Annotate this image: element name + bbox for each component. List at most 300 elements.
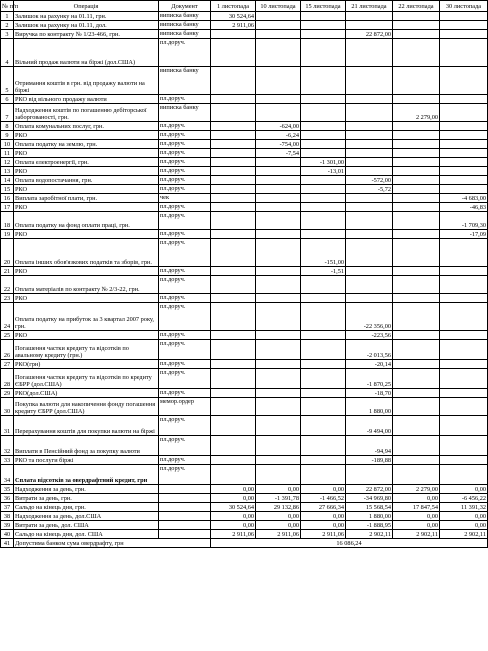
value-cell (393, 194, 440, 203)
value-cell (256, 331, 301, 340)
value-cell (301, 369, 346, 389)
table-row (1, 303, 488, 331)
operation-cell: РКО (14, 149, 159, 158)
value-cell: 2 911,06 (256, 530, 301, 539)
value-cell (440, 104, 488, 122)
value-cell (393, 369, 440, 389)
value-cell (211, 140, 256, 149)
value-cell (393, 176, 440, 185)
value-cell (211, 436, 256, 456)
value-cell (393, 267, 440, 276)
value-cell (440, 140, 488, 149)
value-cell (256, 176, 301, 185)
value-cell (256, 239, 301, 267)
row-number: 30 (1, 398, 14, 416)
table-row (1, 131, 488, 140)
document-cell: пл.доруч. (159, 276, 211, 294)
row-number: 23 (1, 294, 14, 303)
value-cell: 2 911,06 (301, 530, 346, 539)
value-cell (440, 21, 488, 30)
document-cell: пл.доруч. (159, 267, 211, 276)
table-row (1, 398, 488, 416)
value-cell: -9 494,00 (346, 416, 393, 436)
value-cell: -34 969,80 (346, 494, 393, 503)
row-number: 13 (1, 167, 14, 176)
value-cell (393, 360, 440, 369)
value-cell (256, 389, 301, 398)
header-cell: 10 листопада (256, 1, 301, 12)
value-cell (256, 194, 301, 203)
value-cell (393, 95, 440, 104)
value-cell (256, 158, 301, 167)
value-cell: -6 456,22 (440, 494, 488, 503)
value-cell (211, 389, 256, 398)
value-cell (211, 131, 256, 140)
row-number: 4 (1, 39, 14, 67)
value-cell (440, 416, 488, 436)
table-row (1, 494, 488, 503)
table-row (1, 95, 488, 104)
operation-cell: Витрати за день, грн. (14, 494, 159, 503)
value-cell (301, 122, 346, 131)
row-number: 2 (1, 21, 14, 30)
row-number: 11 (1, 149, 14, 158)
value-cell (301, 194, 346, 203)
row-number: 28 (1, 369, 14, 389)
document-cell: пл.доруч. (159, 149, 211, 158)
value-cell: -1 709,30 (440, 212, 488, 230)
value-cell (393, 140, 440, 149)
operation-cell: Залишок на рахунку на 01.11, грн. (14, 12, 159, 21)
value-cell: -13,01 (301, 167, 346, 176)
row-number: 24 (1, 303, 14, 331)
value-cell (256, 30, 301, 39)
value-cell (256, 369, 301, 389)
value-cell: 0,00 (211, 521, 256, 530)
value-cell (440, 436, 488, 456)
value-cell (256, 203, 301, 212)
table-row (1, 230, 488, 239)
value-cell (256, 39, 301, 67)
value-cell: -572,00 (346, 176, 393, 185)
value-cell (393, 436, 440, 456)
document-cell: пл.доруч. (159, 230, 211, 239)
operation-cell: РКО (14, 167, 159, 176)
value-cell (301, 276, 346, 294)
table-row (1, 140, 488, 149)
value-cell (256, 95, 301, 104)
value-cell (301, 95, 346, 104)
table-row (1, 267, 488, 276)
value-cell (301, 456, 346, 465)
operation-cell: Виручка по контракту № 1/23-466, грн. (14, 30, 159, 39)
operation-cell: Оплата електроенергії, грн. (14, 158, 159, 167)
value-cell: -1 391,78 (256, 494, 301, 503)
value-cell (393, 39, 440, 67)
value-cell (211, 149, 256, 158)
value-cell (346, 149, 393, 158)
value-cell (301, 331, 346, 340)
row-number: 9 (1, 131, 14, 140)
value-cell (393, 465, 440, 485)
value-cell (256, 360, 301, 369)
value-cell (440, 331, 488, 340)
value-cell (211, 294, 256, 303)
value-cell (256, 398, 301, 416)
row-number: 40 (1, 530, 14, 539)
value-cell (211, 456, 256, 465)
table-row (1, 465, 488, 485)
document-cell: пл.доруч. (159, 131, 211, 140)
value-cell (440, 185, 488, 194)
value-cell (211, 360, 256, 369)
value-cell (211, 212, 256, 230)
operation-cell: Залишок на рахунку на 01.11, дол. (14, 21, 159, 30)
document-cell: пл.доруч. (159, 167, 211, 176)
value-cell: -20,14 (346, 360, 393, 369)
document-cell: пл.доруч. (159, 212, 211, 230)
value-cell: 0,00 (301, 521, 346, 530)
value-cell (346, 131, 393, 140)
table-row (1, 203, 488, 212)
value-cell (211, 340, 256, 360)
value-cell (346, 203, 393, 212)
value-cell: 2 902,11 (346, 530, 393, 539)
operation-cell: Погашення частки кредиту та відсотків по кредиту ЄБРР (дол.США) (14, 369, 159, 389)
value-cell: 2 902,11 (393, 530, 440, 539)
document-cell: пл.доруч. (159, 239, 211, 267)
value-cell (393, 131, 440, 140)
value-cell (301, 398, 346, 416)
table-row (1, 360, 488, 369)
operation-cell: Надходження за день, дол.США (14, 512, 159, 521)
value-cell (440, 340, 488, 360)
row-number: 32 (1, 436, 14, 456)
value-cell: 0,00 (393, 512, 440, 521)
value-cell (393, 30, 440, 39)
value-cell (346, 465, 393, 485)
row-number: 6 (1, 95, 14, 104)
operation-cell: Оплата інших обов'язкових податків та зборів, грн. (14, 239, 159, 267)
row-number: 27 (1, 360, 14, 369)
operation-cell: Допустима банком сума овердрафту, грн (14, 539, 211, 548)
value-cell (393, 303, 440, 331)
value-cell (346, 12, 393, 21)
value-cell (440, 95, 488, 104)
value-cell (393, 203, 440, 212)
operation-cell: Отримання коштів в грн. від продажу валюти на біржі (14, 67, 159, 95)
value-cell (440, 294, 488, 303)
operation-cell: Надходження коштів по погашенню дебіторської заборгованості, грн. (14, 104, 159, 122)
value-cell: 0,00 (440, 512, 488, 521)
value-cell (393, 239, 440, 267)
document-cell: пл.доруч. (159, 416, 211, 436)
value-cell: 2 279,00 (393, 485, 440, 494)
value-cell: -22 356,00 (346, 303, 393, 331)
value-cell (346, 276, 393, 294)
operation-cell: Оплата податку на прибуток за 3 квартал 2007 року, грн. (14, 303, 159, 331)
value-cell: 0,00 (211, 512, 256, 521)
operation-cell: Витрати за день, дол. США (14, 521, 159, 530)
operation-cell: Оплата податку на фонд оплати праці, грн. (14, 212, 159, 230)
table-row (1, 104, 488, 122)
value-cell (301, 203, 346, 212)
header-cell: 15 листопада (301, 1, 346, 12)
document-cell: пл.доруч. (159, 369, 211, 389)
value-cell (256, 212, 301, 230)
value-cell (440, 456, 488, 465)
row-number: 38 (1, 512, 14, 521)
table-row (1, 485, 488, 494)
value-cell (301, 12, 346, 21)
row-number: 8 (1, 122, 14, 131)
value-cell: 2 279,00 (393, 104, 440, 122)
value-cell (256, 456, 301, 465)
header-row (1, 1, 488, 12)
document-cell: пл.доруч. (159, 203, 211, 212)
table-row (1, 456, 488, 465)
value-cell: -2 013,56 (346, 340, 393, 360)
value-cell (393, 230, 440, 239)
value-cell (440, 398, 488, 416)
value-cell (211, 303, 256, 331)
value-cell: -624,00 (256, 122, 301, 131)
operation-cell: РКО (14, 185, 159, 194)
value-cell: 22 872,00 (346, 485, 393, 494)
document-cell: виписка банку (159, 12, 211, 21)
value-cell (301, 294, 346, 303)
table-row (1, 369, 488, 389)
table-row (1, 21, 488, 30)
row-number: 17 (1, 203, 14, 212)
value-cell: 0,00 (256, 512, 301, 521)
value-cell: -6,24 (256, 131, 301, 140)
value-cell (440, 276, 488, 294)
document-cell: пл.доруч. (159, 122, 211, 131)
operation-cell: Перерахування коштів для покупки валюти на біржі (14, 416, 159, 436)
row-number: 35 (1, 485, 14, 494)
value-cell (211, 230, 256, 239)
value-cell (440, 389, 488, 398)
value-cell: -18,70 (346, 389, 393, 398)
header-cell: 22 листопада (393, 1, 440, 12)
operation-cell: Оплата матеріалів по контракту № 2/3-22, грн. (14, 276, 159, 294)
operation-cell: РКО(дол.США) (14, 389, 159, 398)
document-cell: пл.доруч. (159, 340, 211, 360)
row-number: 36 (1, 494, 14, 503)
document-cell: пл.доруч. (159, 389, 211, 398)
value-cell (256, 12, 301, 21)
document-cell: пл.доруч. (159, 294, 211, 303)
value-cell: -5,72 (346, 185, 393, 194)
value-cell: 0,00 (256, 485, 301, 494)
value-cell: 0,00 (440, 521, 488, 530)
header-cell: Операція (14, 1, 159, 12)
value-cell (393, 416, 440, 436)
value-cell (346, 95, 393, 104)
document-cell (159, 512, 211, 521)
value-cell (211, 95, 256, 104)
value-cell (346, 140, 393, 149)
value-cell: 2 902,11 (440, 530, 488, 539)
document-cell: пл.доруч. (159, 39, 211, 67)
operation-cell: РКО (14, 131, 159, 140)
row-number: 1 (1, 12, 14, 21)
value-cell (393, 167, 440, 176)
value-cell (393, 158, 440, 167)
value-cell (440, 158, 488, 167)
table-row (1, 212, 488, 230)
table-row (1, 176, 488, 185)
value-cell: 2 911,06 (211, 530, 256, 539)
value-cell (301, 303, 346, 331)
row-number: 39 (1, 521, 14, 530)
value-cell (393, 398, 440, 416)
row-number: 15 (1, 185, 14, 194)
row-number: 21 (1, 267, 14, 276)
value-cell: 30 524,64 (211, 503, 256, 512)
table-row (1, 167, 488, 176)
header-cell: 1 листопада (211, 1, 256, 12)
value-cell: 2 911,06 (211, 21, 256, 30)
value-cell (440, 30, 488, 39)
value-cell (440, 131, 488, 140)
table-row (1, 158, 488, 167)
document-cell: пл.доруч. (159, 436, 211, 456)
value-cell (256, 436, 301, 456)
table-row (1, 340, 488, 360)
value-cell (440, 149, 488, 158)
document-cell: виписка банку (159, 21, 211, 30)
value-cell (256, 267, 301, 276)
row-number: 34 (1, 465, 14, 485)
value-cell (256, 167, 301, 176)
value-cell (440, 122, 488, 131)
document-cell: пл.доруч. (159, 158, 211, 167)
row-number: 14 (1, 176, 14, 185)
value-cell: 0,00 (256, 521, 301, 530)
header-cell: 30 листопада (440, 1, 488, 12)
document-cell: пл.доруч. (159, 360, 211, 369)
row-number: 16 (1, 194, 14, 203)
value-cell (301, 176, 346, 185)
row-number: 19 (1, 230, 14, 239)
value-cell (301, 389, 346, 398)
value-cell (211, 267, 256, 276)
value-cell (393, 276, 440, 294)
value-cell (211, 194, 256, 203)
value-cell (393, 389, 440, 398)
operation-cell: РКО (14, 230, 159, 239)
operation-cell: Виплата заробітної плати, грн. (14, 194, 159, 203)
value-cell (211, 369, 256, 389)
value-cell (211, 176, 256, 185)
value-cell (211, 398, 256, 416)
overdraft-value: 16 086,24 (211, 539, 488, 548)
value-cell (393, 340, 440, 360)
value-cell: 29 132,86 (256, 503, 301, 512)
value-cell (440, 67, 488, 95)
value-cell: -1 888,95 (346, 521, 393, 530)
value-cell (211, 158, 256, 167)
document-cell: виписка банку (159, 67, 211, 95)
value-cell (346, 294, 393, 303)
document-cell: пл.доруч. (159, 465, 211, 485)
value-cell (211, 104, 256, 122)
value-cell (393, 294, 440, 303)
value-cell (346, 67, 393, 95)
value-cell (256, 465, 301, 485)
operation-cell: Погашення частки кредиту та відсотків по авальному кредиту (грн.) (14, 340, 159, 360)
value-cell: 30 524,64 (211, 12, 256, 21)
value-cell: -94,94 (346, 436, 393, 456)
value-cell: -7,54 (256, 149, 301, 158)
value-cell: 15 568,54 (346, 503, 393, 512)
value-cell (346, 104, 393, 122)
value-cell: 0,00 (301, 485, 346, 494)
value-cell (346, 239, 393, 267)
row-number: 41 (1, 539, 14, 548)
value-cell (440, 360, 488, 369)
header-cell: 21 листопада (346, 1, 393, 12)
row-number: 22 (1, 276, 14, 294)
value-cell (211, 39, 256, 67)
value-cell (256, 230, 301, 239)
value-cell (256, 104, 301, 122)
row-number: 12 (1, 158, 14, 167)
header-cell: Документ (159, 1, 211, 12)
document-cell (159, 521, 211, 530)
value-cell (211, 276, 256, 294)
operation-cell: Сальдо на кінець дня, грн. (14, 503, 159, 512)
value-cell (393, 21, 440, 30)
overdraft-row (1, 539, 488, 548)
operation-cell: Виплати в Пенсійний фонд за покупку валюти (14, 436, 159, 456)
value-cell (393, 67, 440, 95)
value-cell (301, 465, 346, 485)
row-number: 18 (1, 212, 14, 230)
value-cell: 1 880,00 (346, 398, 393, 416)
value-cell (393, 456, 440, 465)
document-cell: пл.доруч. (159, 303, 211, 331)
operation-cell: РКО та послуги біржі (14, 456, 159, 465)
value-cell (346, 194, 393, 203)
value-cell (211, 30, 256, 39)
operation-cell: РКО(грн) (14, 360, 159, 369)
value-cell (211, 416, 256, 436)
table-row (1, 239, 488, 267)
value-cell: 22 872,00 (346, 30, 393, 39)
operation-cell: Сальдо на кінець дня, дол. США (14, 530, 159, 539)
value-cell (393, 331, 440, 340)
operation-cell: РКО (14, 331, 159, 340)
table-row (1, 30, 488, 39)
value-cell: 11 391,32 (440, 503, 488, 512)
value-cell (256, 303, 301, 331)
value-cell (301, 140, 346, 149)
value-cell (301, 30, 346, 39)
table-row (1, 276, 488, 294)
value-cell (301, 149, 346, 158)
table-row (1, 194, 488, 203)
table-row (1, 521, 488, 530)
value-cell (346, 39, 393, 67)
table-row (1, 416, 488, 436)
row-number: 3 (1, 30, 14, 39)
value-cell (211, 239, 256, 267)
value-cell (256, 294, 301, 303)
operation-cell: Надходження за день, грн. (14, 485, 159, 494)
